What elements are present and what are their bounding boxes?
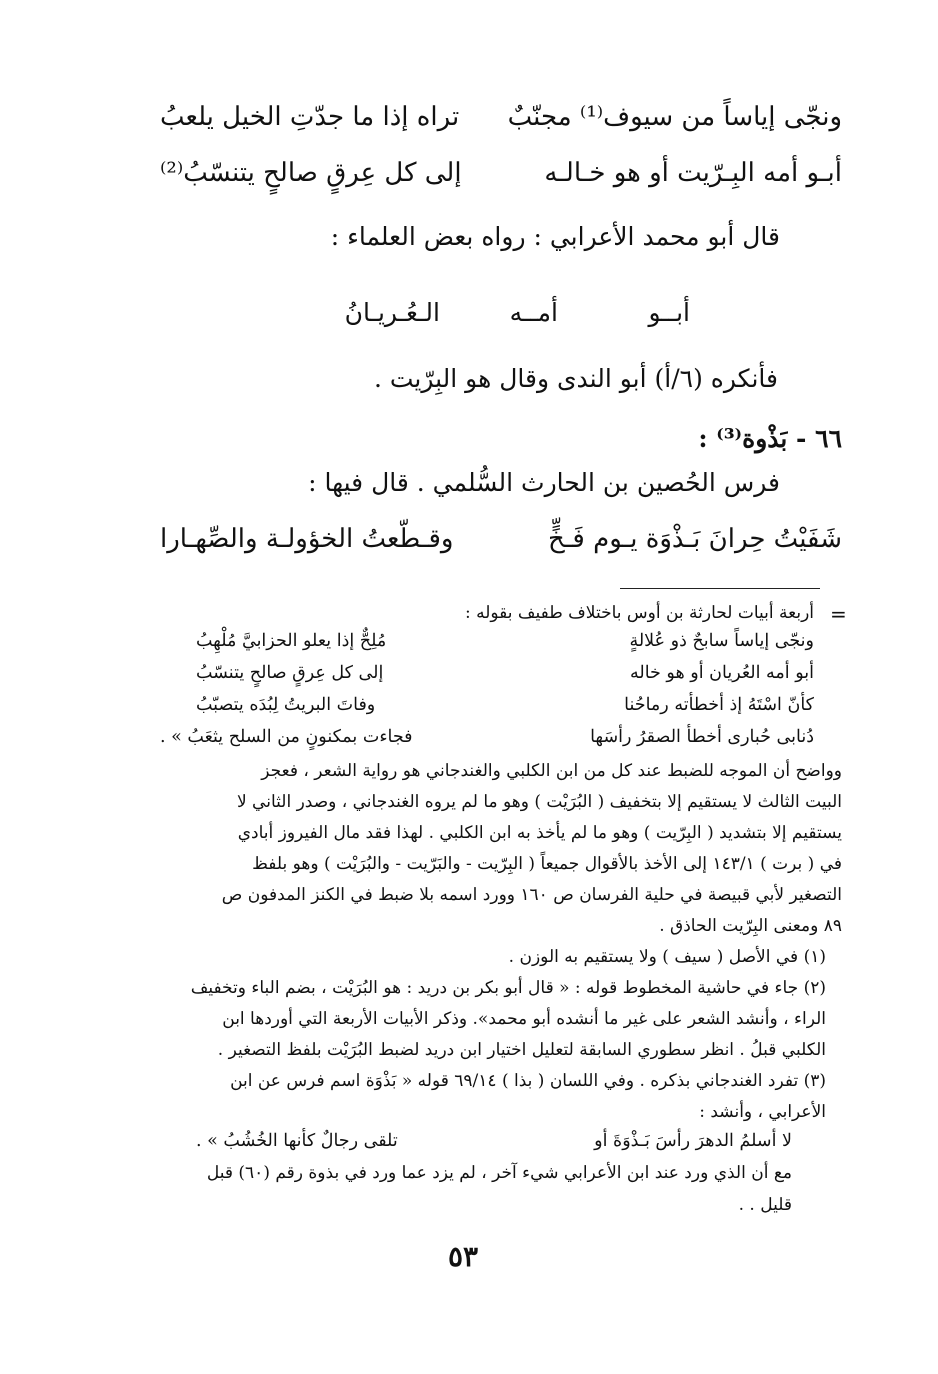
footnote-3-tail-line-1: مع أن الذي ورد عند ابن الأعرابي شيء آخر ، لم يزد عما ورد في بذوة رقم (٦٠) قبل [206, 1163, 792, 1183]
commentary-line-1: وواضح أن الموجه للضبط عند كل من ابن الكلبي والغندجاني هو رواية الشعر ، فعجز [261, 761, 842, 781]
note-verse-4-left: فجاءت بمكنونٍ من السلح يثعَبُ » . [160, 727, 413, 747]
footnote-3-line-1: (٣) تفرد الغندجاني بذكره . وفي اللسان ( بذا ) ٦٩/١٤ قوله « بَذْوَة اسم فرس عن ابن [230, 1071, 826, 1091]
narration-line: قال أبو محمد الأعرابي : رواه بعض العلماء : [330, 222, 780, 251]
commentary-line-3: يستقيم إلا بتشديد ( البِرّيت ) وهو ما لم يأخذ به ابن الكلبي . لهذا فقد مال الفيروز أبادي [237, 823, 842, 843]
note-verse-2-left: إلى كل عِرقٍ صالحٍ يتنسّبُ [196, 663, 384, 683]
footnote-3-tail-line-2: قليل . . [738, 1195, 792, 1215]
footnote-2-line-1: (٢) جاء في حاشية المخطوط قوله : « قال أبو بكر بن دريد : هو البُرَيْت ، بضم الباء وتخفيف [190, 978, 826, 998]
footnote-1: (١) في الأصل ( سيف ) ولا يستقيم به الوزن . [508, 947, 826, 967]
note-verse-4-right: دُنابى حُبارى أخطأ الصقرُ رأسَها [590, 727, 814, 747]
footnote-separator [620, 588, 820, 589]
variant-word-3: الـعُـريـانُ [344, 298, 440, 327]
entry-text: فرس الحُصين بن الحارث السُّلمي . قال فيها : [308, 468, 780, 497]
footnote-2-line-2: الراء ، وأنشد الشعر على غير ما أنشده أبو محمد». وذكر الأبيات الأربعة التي أوردها ابن [222, 1009, 826, 1029]
note-verse-2-right: أبو أمه العُريان أو هو خاله [630, 663, 814, 683]
commentary-line-4: في ( برت ) ١٤٣/١ إلى الأخذ بالأقوال جميعاً ( البِرّيت - والبَرّيت - والبُرَيْت ) وهو بلفظ [252, 854, 842, 874]
commentary-line-2: البيت الثالث لا يستقيم إلا بتخفيف ( البُرَيْت ) وهو ما لم يروه الغندجاني ، وصدر الثاني لا [236, 792, 842, 812]
variant-word-2: أمــه [509, 298, 558, 327]
note-verse-1-left: مُلِحٌّ إذا يعلو الحزابيَّ مُلْهِبُ [196, 631, 387, 651]
verse3-second-hemistich: وقـطّعتُ الخؤولـة والصِّهـارا [160, 524, 454, 554]
entry-heading: ٦٦ - بَذْوة⁽³⁾ : [698, 424, 842, 453]
variant-word-1: أبــو [648, 298, 690, 327]
page-number: ٥٣ [448, 1240, 479, 1273]
verse1-second-hemistich: تراه إذا ما جدّتِ الخيل يلعبُ [160, 102, 460, 132]
footnote-3-line-2: الأعرابي ، وأنشد : [699, 1102, 826, 1122]
verse3-first-hemistich: شَفَيْتُ حِرانَ بَـذْوَة يـوم فَـخٍّ [548, 524, 842, 554]
continuation-mark: = [830, 602, 847, 626]
footnote-2-line-3: الكلبي قبلُ . انظر سطوري السابقة لتعليل اختيار ابن دريد لضبط البُرَيْت بلفظ التصغير . [217, 1040, 826, 1060]
note-verse-3-left: وفاتَ البريتُ لِبُدَه يتصبّبُ [196, 695, 376, 715]
verse1-first-hemistich: ونجّى إياساً من سيوف⁽¹⁾ مجنّبٌ [507, 102, 842, 132]
verse2-first-hemistich: أبـو أمه البِـرّيت أو هو خـالـه [544, 158, 842, 188]
notes-intro: أربعة أبيات لحارثة بن أوس باختلاف طفيف بقوله : [464, 603, 814, 623]
verse2-second-hemistich: إلى كل عِرقٍ صالحٍ يتنسّبُ⁽²⁾ [160, 158, 462, 188]
commentary-line-5: التصغير لأبي قبيصة في حلية الفرسان ص ١٦٠ وورد اسمه بلا ضبط في الكنز المدفون ص [221, 885, 842, 905]
footnote-3-verse-left: تلقى رجالٌ كأنها الخُشُبُ » . [196, 1131, 398, 1151]
note-verse-1-right: ونجّى إياساً سابحٌ ذو عُلالةٍ [629, 631, 814, 651]
rejection-line: فأنكره (٦/أ) أبو الندى وقال هو البِرّيت . [373, 364, 778, 393]
footnote-3-verse-right: لا أسلمُ الدهرَ رأسَ بَـذْوَةَ أو [594, 1131, 792, 1151]
commentary-line-6: ٨٩ ومعنى البِرّيت الحاذق . [659, 916, 842, 936]
note-verse-3-right: كأنّ اسْتَهُ إذ أخطأته رماحُنا [624, 695, 814, 715]
